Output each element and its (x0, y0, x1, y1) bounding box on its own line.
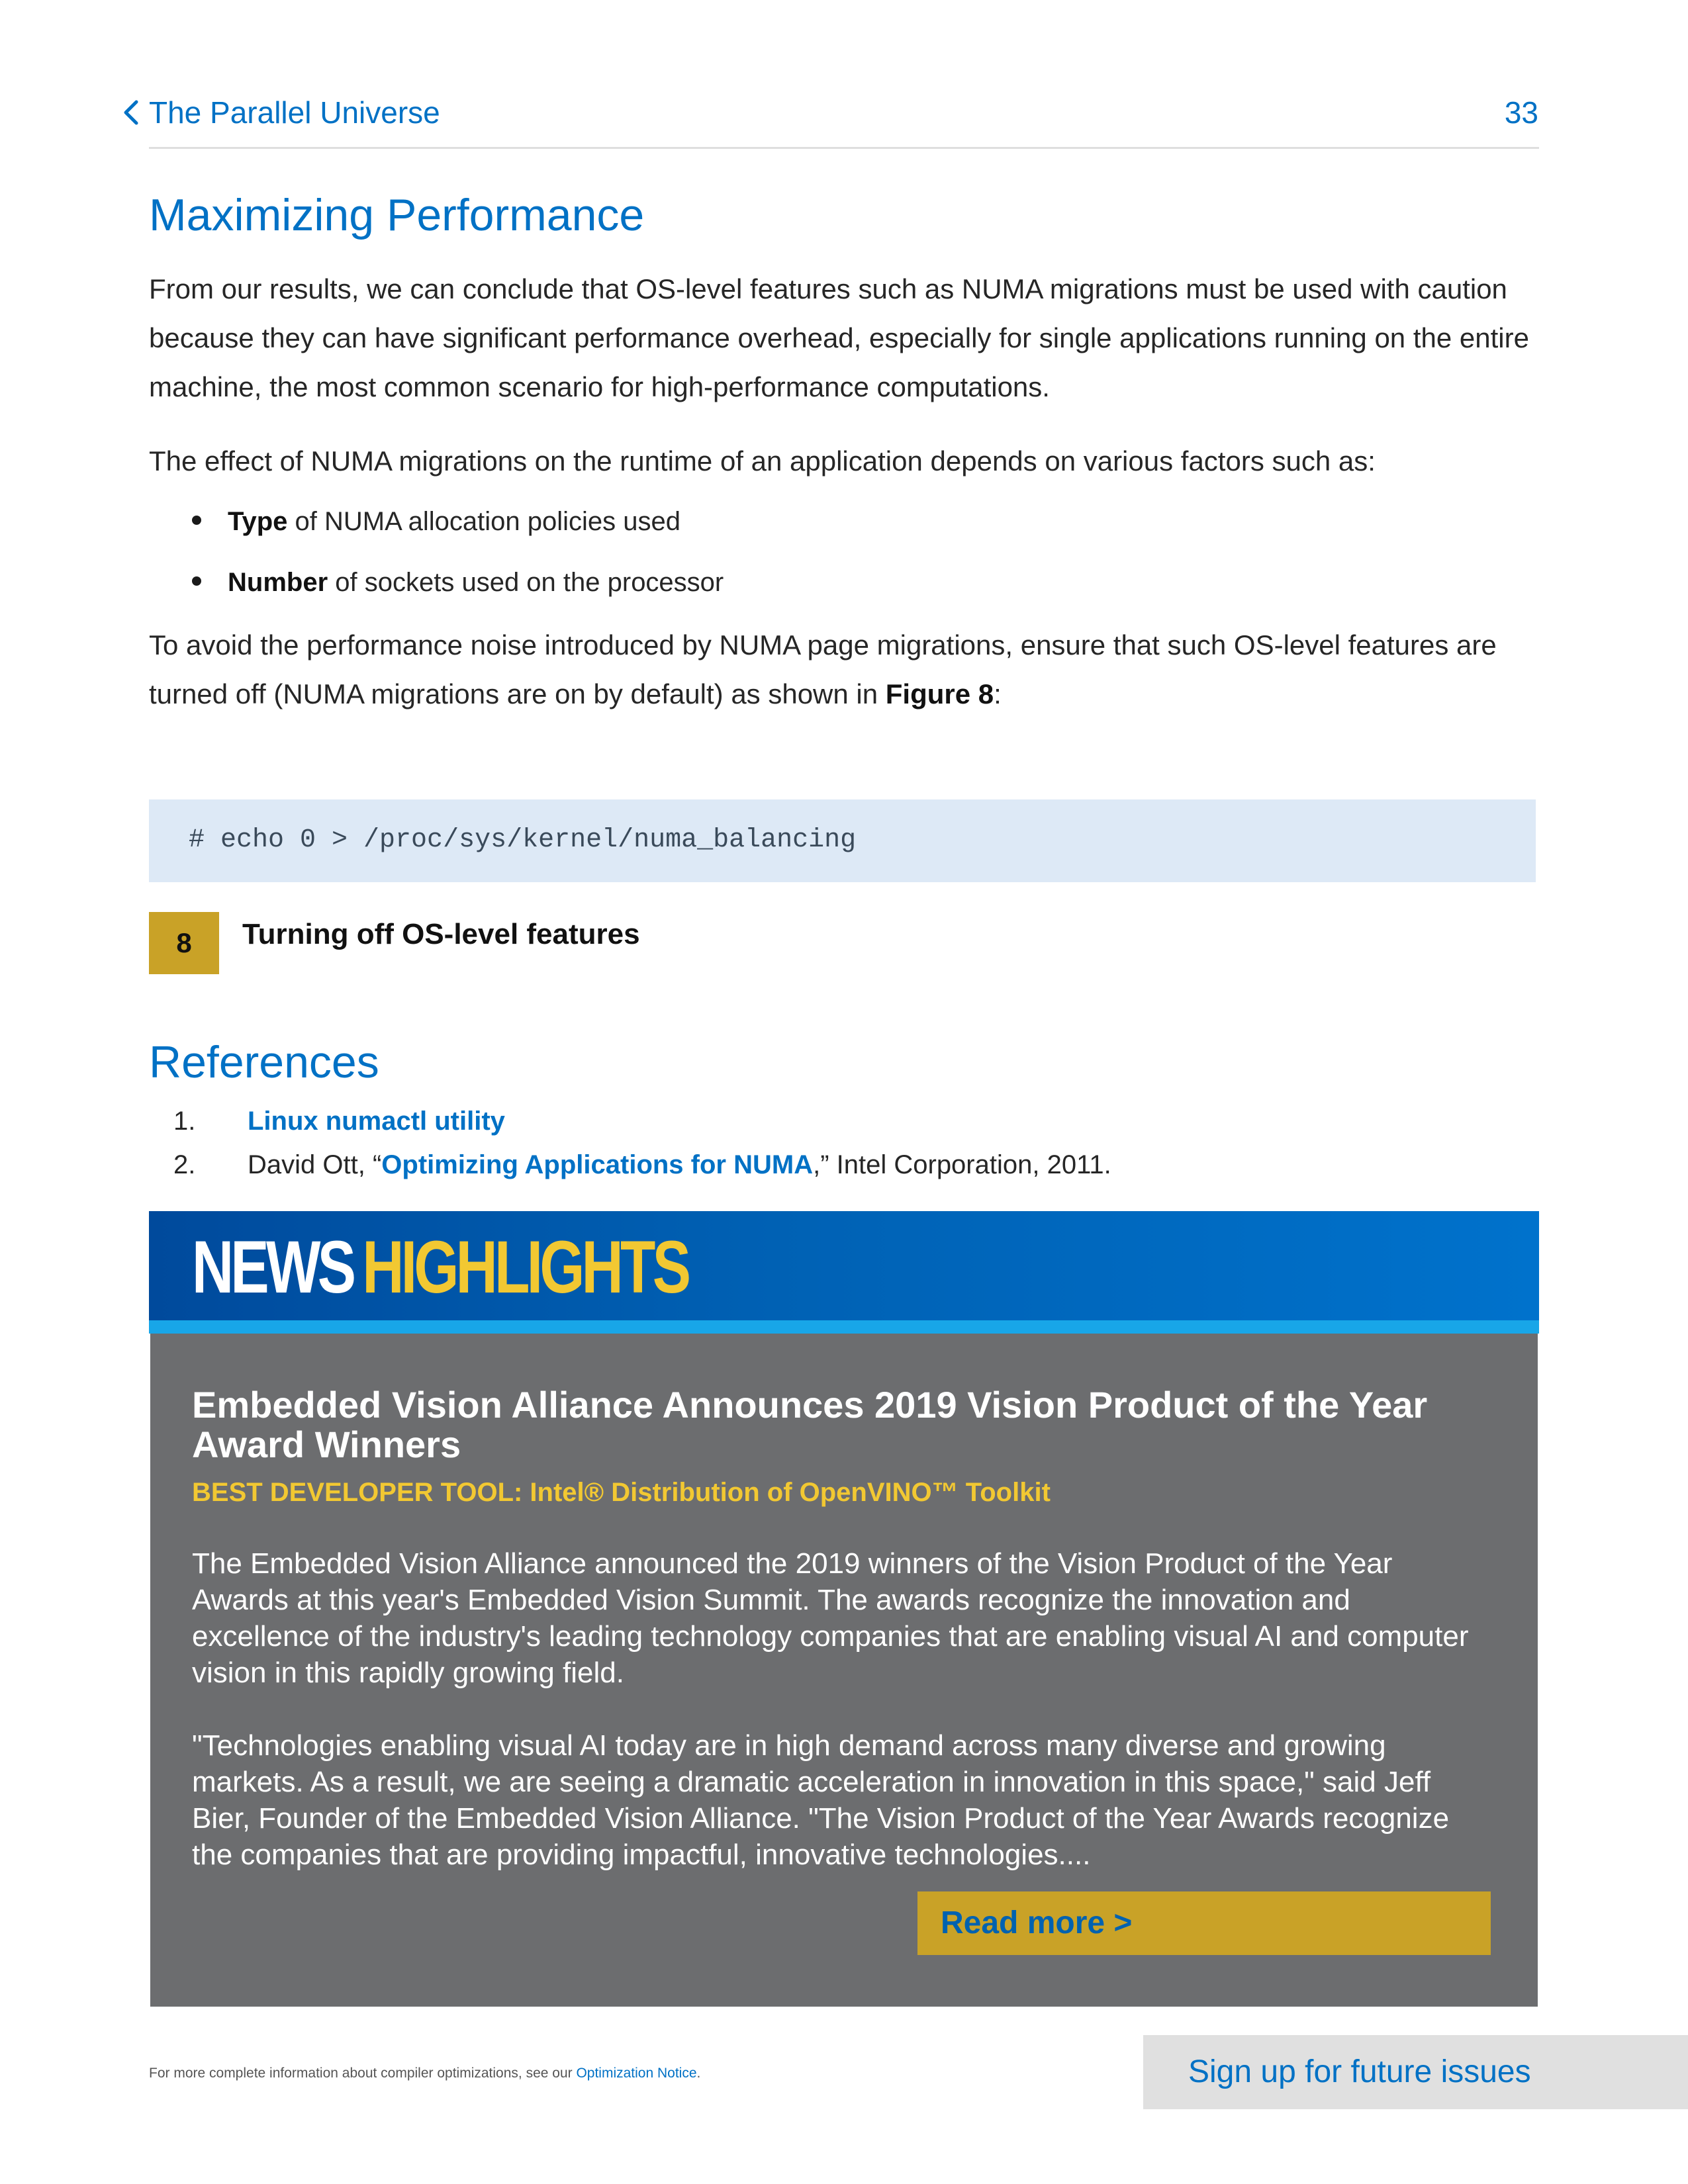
news-title-word-news: NEWS (192, 1226, 353, 1308)
sign-up-label: Sign up for future issues (1188, 2054, 1531, 2089)
sign-up-button[interactable] (1143, 2035, 1688, 2109)
section-title-maximizing-performance: Maximizing Performance (149, 190, 645, 240)
paragraph-conclusion: From our results, we can conclude that OS-level features such as NUMA migrations must be used with caution because they can have significant performance overhead, especially for single applications running on the entire machine, the most common scenario for high-performance computations. (149, 273, 1529, 402)
figure-reference: Figure 8 (885, 678, 994, 709)
news-headline: Embedded Vision Alliance Announces 2019 Vision Product of the Year Award Winners (192, 1384, 1428, 1465)
bullet-icon (192, 516, 201, 525)
news-paragraph: The Embedded Vision Alliance announced the 2019 winners of the Vision Product of the Year Awards at this year's Embedded Vision Summit. The awards recognize the innovation and excellence of the industry's leading technology companies that are enabling visual AI and computer vision in this rapidly growing field. (192, 1547, 1469, 1689)
list-item (192, 563, 724, 602)
header-divider (149, 147, 1539, 149)
reference-prefix: David Ott, “ (248, 1150, 382, 1179)
optimization-notice-link[interactable]: Optimization Notice (576, 2066, 697, 2081)
reference-item (173, 1101, 505, 1141)
publication-title-link[interactable]: The Parallel Universe (149, 95, 440, 130)
reference-item (173, 1145, 1111, 1185)
read-more-button[interactable] (917, 1891, 1491, 1955)
news-title-word-highlights: HIGHLIGHTS (362, 1226, 688, 1308)
bullet-bold-text: Number (228, 568, 328, 597)
news-highlights-title (192, 1224, 688, 1310)
figure-caption: Turning off OS-level features (242, 918, 640, 950)
paragraph-text-end: : (994, 678, 1002, 709)
section-title-references: References (149, 1037, 379, 1087)
code-line: # echo 0 > /proc/sys/kernel/numa_balancing (189, 825, 857, 855)
reference-number: 1. (173, 1107, 196, 1136)
read-more-label: Read more > (941, 1905, 1133, 1940)
reference-suffix: ,” Intel Corporation, 2011. (813, 1150, 1111, 1179)
figure-number-badge: 8 (149, 912, 219, 974)
paragraph-text: To avoid the performance noise introduced by NUMA page migrations, ensure that such OS-level features are turned off (NUMA migrations are on by default) as shown in (149, 629, 1497, 709)
paragraph-avoid-noise (149, 621, 1546, 719)
footer-note (149, 2064, 700, 2083)
bullet-bold-text: Type (228, 507, 288, 536)
news-quote-paragraph: "Technologies enabling visual AI today are in high demand across many diverse and growing markets. As a result, we are seeing a dramatic acceleration in innovation in this space," said Jeff Bier, Founder of the Embedded Vision Alliance. "The Vision Product of the Year Awards recognize the companies that are providing impactful, innovative technologies.... (192, 1729, 1450, 1871)
reference-number: 2. (173, 1150, 196, 1179)
list-item (192, 502, 680, 541)
bullet-text: of sockets used on the processor (328, 568, 724, 597)
bullet-icon (192, 576, 201, 586)
paragraph-factors: The effect of NUMA migrations on the runtime of an application depends on various factors such as: (149, 445, 1376, 477)
news-subheadline: BEST DEVELOPER TOOL: Intel® Distribution of OpenVINO™ Toolkit (192, 1478, 1051, 1507)
reference-link-numactl[interactable]: Linux numactl utility (248, 1107, 505, 1136)
footer-note-end: . (696, 2066, 701, 2081)
news-banner-strip (149, 1320, 1539, 1334)
reference-link-numa-optimizing[interactable]: Optimizing Applications for NUMA (381, 1150, 814, 1179)
footer-note-text: For more complete information about compiler optimizations, see our (149, 2066, 577, 2081)
back-chevron-icon[interactable] (119, 93, 146, 132)
bullet-text: of NUMA allocation policies used (287, 507, 681, 536)
page-number: 33 (1504, 95, 1538, 130)
